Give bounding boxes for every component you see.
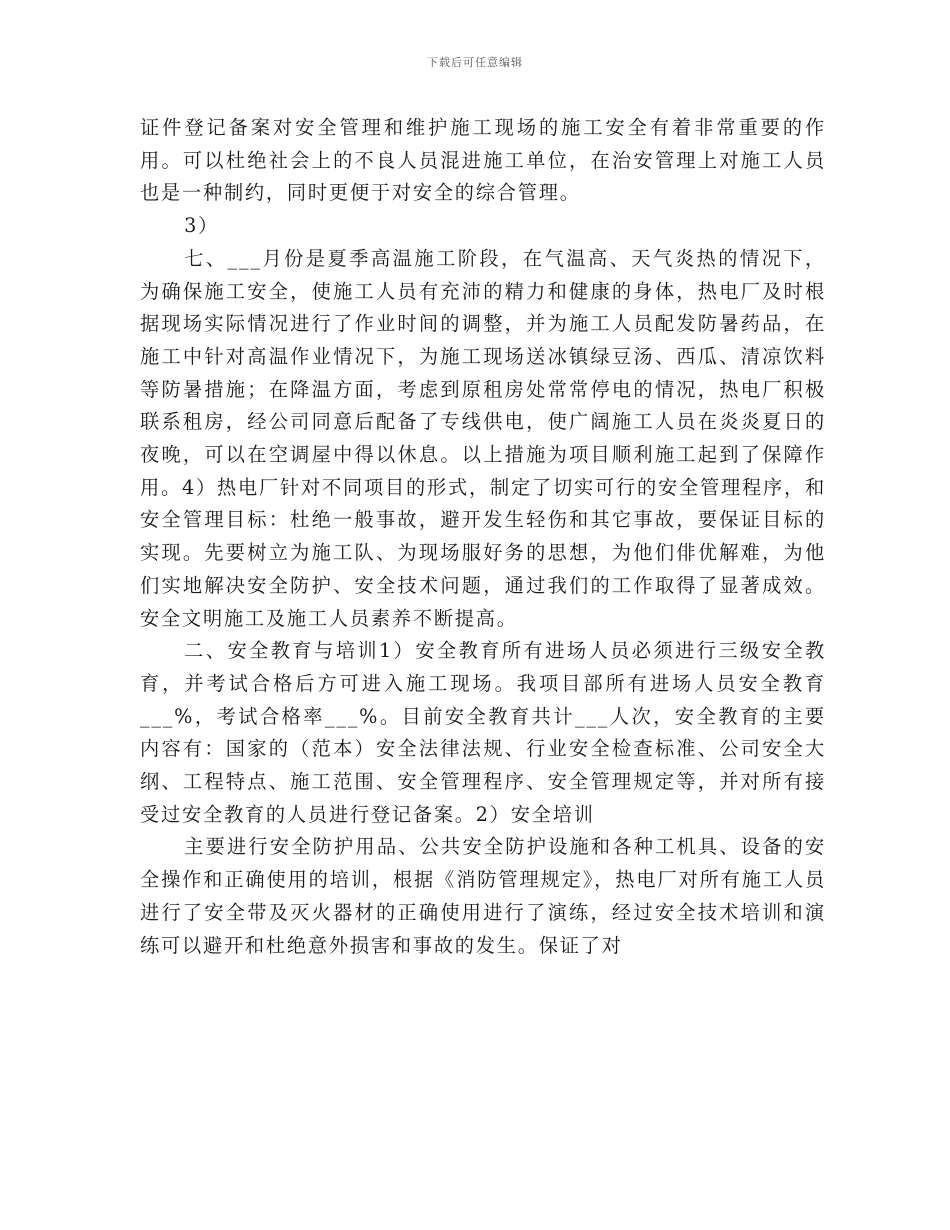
paragraph-continuation: 证件登记备案对安全管理和维护施工现场的施工安全有着非常重要的作用。可以杜绝社会上的不良人员混进施工单位，在治安管理上对施工人员也是一种制约，同时更便于对安全的综合管理。	[140, 116, 826, 205]
page-header: 下载后可任意编辑	[427, 56, 523, 69]
paragraph-section-2: 二、安全教育与培训1）安全教育所有进场人员必须进行三级安全教育，并考试合格后方可进入施工现场。我项目部所有进场人员安全教育___%，考试合格率___%。目前安全教育共计___人次，安全教育的主要内容有：国家的（范本）安全法律法规、行业安全检查标准、公司安全大纲、工程特点、施工范围、安全管理程序、安全管理规定等，并对所有接受过安全教育的人员进行登记备案。2）安全培训	[140, 639, 826, 826]
paragraph-item-3: 3）	[184, 214, 220, 238]
paragraph-training: 主要进行安全防护用品、公共安全防护设施和各种工机具、设备的安全操作和正确使用的培训，根据《消防管理规定》，热电厂对所有施工人员进行了安全带及灭火器材的正确使用进行了演练，经过安全技术培训和演练可以避开和杜绝意外损害和事故的发生。保证了对	[140, 835, 826, 957]
document-body	[140, 112, 826, 962]
paragraph-section-7: 七、___月份是夏季高温施工阶段，在气温高、天气炎热的情况下，为确保施工安全，使施工人员有充沛的精力和健康的身体，热电厂及时根据现场实际情况进行了作业时间的调整，并为施工人员配发防暑药品，在施工中针对高温作业情况下，为施工现场送冰镇绿豆汤、西瓜、清凉饮料等防暑措施；在降温方面，考虑到原租房处常常停电的情况，热电厂积极联系租房，经公司同意后配备了专线供电，使广阔施工人员在炎炎夏日的夜晚，可以在空调屋中得以休息。以上措施为项目顺利施工起到了保障作用。4）热电厂针对不同项目的形式，制定了切实可行的安全管理程序，和安全管理目标：杜绝一般事故，避开发生轻伤和其它事故，要保证目标的实现。先要树立为施工队、为现场服好务的思想，为他们俳优解难，为他们实地解决安全防护、安全技术问题，通过我们的工作取得了显著成效。安全文明施工及施工人员素养不断提高。	[140, 246, 826, 630]
